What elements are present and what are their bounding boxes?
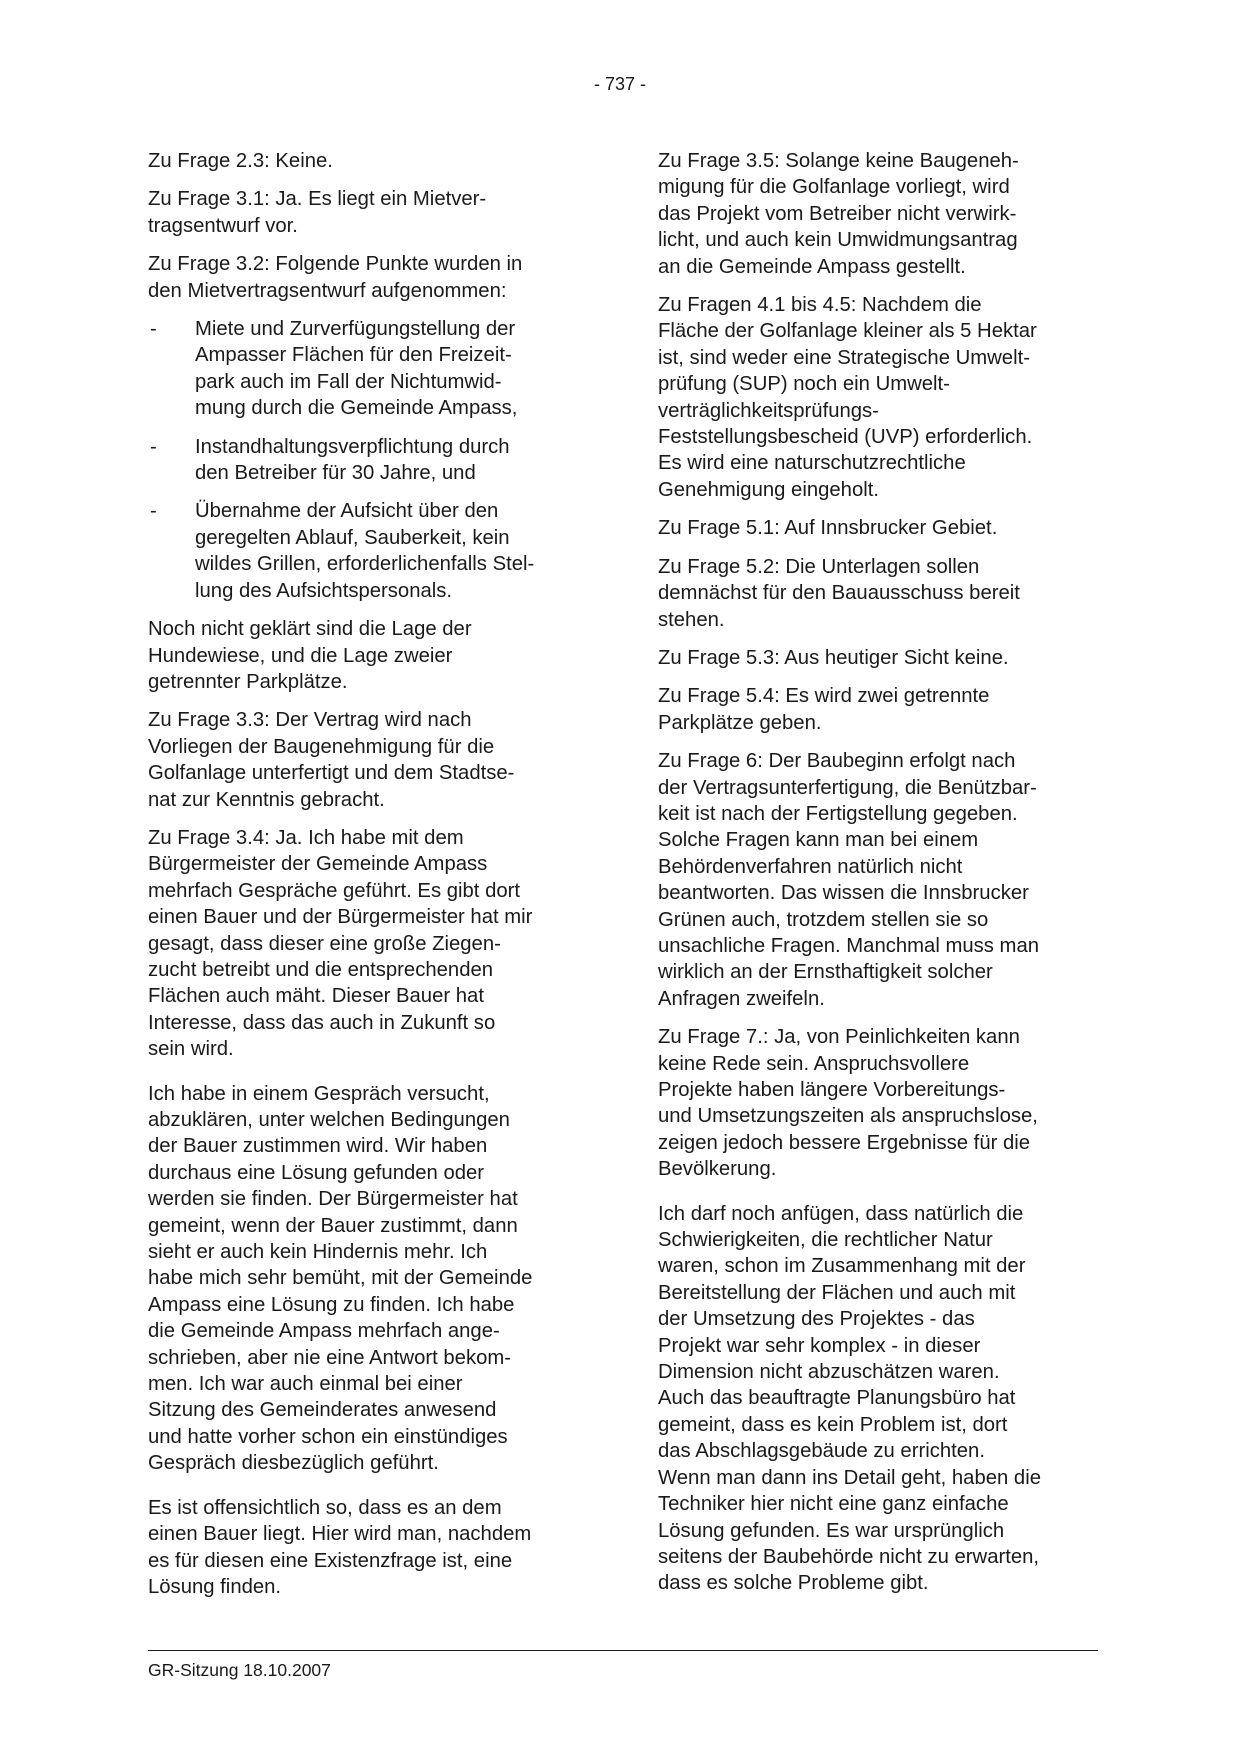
text-line: Techniker hier nicht eine ganz einfache bbox=[658, 1493, 1009, 1516]
text-line: mehrfach Gespräche geführt. Es gibt dort bbox=[148, 879, 521, 902]
text-line: gemeint, wenn der Bauer zustimmt, dann bbox=[148, 1214, 518, 1237]
text-line: Wenn man dann ins Detail geht, haben die bbox=[658, 1466, 1041, 1489]
bullet-text bbox=[195, 316, 584, 422]
text-line: Instandhaltungsverpflichtung durch bbox=[195, 435, 510, 458]
text-line: Zu Frage 5.2: Die Unterlagen sollen bbox=[658, 555, 980, 578]
text-line: Flächen auch mäht. Dieser Bauer hat bbox=[148, 985, 484, 1008]
text-line: verträglichkeitsprüfungs- bbox=[658, 399, 879, 422]
text-line: Zu Frage 5.1: Auf Innsbrucker Gebiet. bbox=[658, 517, 998, 540]
text-line: wirklich an der Ernsthaftigkeit solcher bbox=[658, 961, 993, 984]
paragraph bbox=[658, 148, 1094, 280]
text-line: und hatte vorher schon ein einstündiges bbox=[148, 1425, 508, 1448]
text-line: Projekte haben längere Vorbereitungs- bbox=[658, 1079, 1006, 1101]
text-line: Zu Frage 5.3: Aus heutiger Sicht keine. bbox=[658, 646, 1009, 669]
text-line: Vorliegen der Baugenehmigung für die bbox=[148, 735, 495, 758]
text-line: seitens der Baubehörde nicht zu erwarten, bbox=[658, 1545, 1040, 1568]
text-line: geregelten Ablauf, Sauberkeit, kein bbox=[195, 526, 510, 549]
text-line: Zu Frage 6: Der Baubeginn erfolgt nach bbox=[658, 750, 1016, 773]
text-line: Übernahme der Aufsicht über den bbox=[195, 500, 499, 523]
text-line: park auch im Fall der Nichtumwid- bbox=[195, 370, 502, 393]
text-line: zeigen jedoch bessere Ergebnisse für die bbox=[658, 1131, 1031, 1154]
text-line: die Gemeinde Ampass mehrfach ange- bbox=[148, 1320, 500, 1343]
text-line: zucht betreibt und die entsprechenden bbox=[148, 958, 494, 981]
footer-divider bbox=[148, 1650, 1098, 1651]
text-line: dass es solche Probleme gibt. bbox=[658, 1572, 929, 1595]
text-line: Auch das beauftragte Planungsbüro hat bbox=[658, 1387, 1016, 1410]
text-line: sein wird. bbox=[148, 1038, 234, 1061]
bullet-item bbox=[148, 316, 584, 422]
text-line: wildes Grillen, erforderlichenfalls Stel- bbox=[195, 553, 535, 576]
text-line: Grünen auch, trotzdem stellen sie so bbox=[658, 908, 989, 931]
text-line: Parkplätze geben. bbox=[658, 711, 822, 734]
text-line: ist, sind weder eine Strategische Umwelt- bbox=[658, 346, 1030, 369]
paragraph bbox=[658, 292, 1094, 503]
text-line: Es ist offensichtlich so, dass es an dem bbox=[148, 1496, 502, 1519]
text-line: Zu Frage 7.: Ja, von Peinlichkeiten kann bbox=[658, 1026, 1020, 1049]
text-line: abzuklären, unter welchen Bedingungen bbox=[148, 1109, 510, 1131]
text-line: stehen. bbox=[658, 608, 725, 631]
text-line: Zu Frage 3.5: Solange keine Baugeneh- bbox=[658, 150, 1019, 172]
bullet-dash: - bbox=[150, 500, 157, 523]
text-line: Dimension nicht abzuschätzen waren. bbox=[658, 1361, 1000, 1384]
text-line: schrieben, aber nie eine Antwort bekom- bbox=[148, 1346, 512, 1369]
text-line: Genehmigung eingeholt. bbox=[658, 478, 880, 501]
text-line: Miete und Zurverfügungstellung der bbox=[195, 318, 516, 341]
text-line: Ampass eine Lösung zu finden. Ich habe bbox=[148, 1293, 515, 1316]
text-line: nat zur Kenntnis gebracht. bbox=[148, 788, 385, 811]
text-line: durchaus eine Lösung gefunden oder bbox=[148, 1161, 485, 1184]
text-line: Zu Frage 2.3: Keine. bbox=[148, 150, 333, 172]
text-line: Bereitstellung der Flächen und auch mit bbox=[658, 1281, 1016, 1304]
bullet-dash: - bbox=[150, 435, 157, 458]
text-line: habe mich sehr bemüht, mit der Gemeinde bbox=[148, 1267, 533, 1290]
text-line: waren, schon im Zusammenhang mit der bbox=[658, 1255, 1026, 1278]
text-line: gemeint, dass es kein Problem ist, dort bbox=[658, 1413, 1008, 1436]
text-line: der Vertragsunterfertigung, die Benützbar- bbox=[658, 776, 1037, 799]
text-line: Zu Fragen 4.1 bis 4.5: Nachdem die bbox=[658, 294, 982, 317]
paragraph bbox=[148, 1495, 584, 1601]
page-number: - 737 - bbox=[593, 74, 647, 94]
text-line: migung für die Golfanlage vorliegt, wird bbox=[658, 176, 1010, 199]
right-column bbox=[658, 148, 1094, 1609]
text-line: der Umsetzung des Projektes - das bbox=[658, 1308, 975, 1331]
text-line: einen Bauer liegt. Hier wird man, nachdem bbox=[148, 1523, 532, 1546]
text-line: Solche Fragen kann man bei einem bbox=[658, 829, 979, 852]
text-line: den Betreiber für 30 Jahre, und bbox=[195, 462, 476, 485]
text-line: beantworten. Das wissen die Innsbrucker bbox=[658, 882, 1029, 905]
text-line: Lösung gefunden. Es war ursprünglich bbox=[658, 1519, 1005, 1542]
paragraph bbox=[148, 825, 584, 1063]
text-line: Zu Frage 3.1: Ja. Es liegt ein Mietver- bbox=[148, 188, 487, 211]
text-line: Behördenverfahren natürlich nicht bbox=[658, 855, 963, 878]
paragraph bbox=[658, 1024, 1094, 1182]
text-line: das Abschlagsgebäude zu errichten. bbox=[658, 1440, 985, 1463]
paragraph bbox=[658, 645, 1094, 671]
paragraph bbox=[148, 186, 584, 239]
paragraph bbox=[658, 748, 1094, 1012]
text-line: Gespräch diesbezüglich geführt. bbox=[148, 1452, 439, 1475]
text-line: keine Rede sein. Anspruchsvollere bbox=[658, 1052, 970, 1075]
text-line: Lösung finden. bbox=[148, 1575, 282, 1598]
text-line: Bürgermeister der Gemeinde Ampass bbox=[148, 853, 488, 876]
text-line: an die Gemeinde Ampass gestellt. bbox=[658, 255, 966, 278]
paragraph bbox=[658, 1201, 1094, 1597]
text-line: Projekt war sehr komplex - in dieser bbox=[658, 1334, 981, 1357]
paragraph bbox=[148, 148, 584, 174]
text-line: getrennter Parkplätze. bbox=[148, 670, 348, 693]
paragraph bbox=[148, 616, 584, 695]
bullet-item bbox=[148, 498, 584, 604]
text-line: prüfung (SUP) noch ein Umwelt- bbox=[658, 373, 950, 396]
text-line: Interesse, dass das auch in Zukunft so bbox=[148, 1011, 496, 1034]
text-line: Zu Frage 5.4: Es wird zwei getrennte bbox=[658, 685, 990, 708]
text-line: Schwierigkeiten, die rechtlicher Natur bbox=[658, 1229, 993, 1252]
text-line: tragsentwurf vor. bbox=[148, 214, 298, 237]
text-line: werden sie finden. Der Bürgermeister hat bbox=[148, 1188, 518, 1211]
paragraph bbox=[148, 251, 584, 304]
text-line: Es wird eine naturschutzrechtliche bbox=[658, 452, 966, 475]
paragraph bbox=[658, 515, 1094, 541]
text-line: Ich darf noch anfügen, dass natürlich die bbox=[658, 1202, 1024, 1225]
paragraph bbox=[148, 707, 584, 813]
text-line: mung durch die Gemeinde Ampass, bbox=[195, 397, 518, 420]
paragraph bbox=[148, 1081, 584, 1477]
text-line: Zu Frage 3.3: Der Vertrag wird nach bbox=[148, 709, 472, 732]
text-line: demnächst für den Bauausschuss bereit bbox=[658, 582, 1020, 605]
text-line: der Bauer zustimmen wird. Wir haben bbox=[148, 1135, 488, 1158]
text-line: und Umsetzungszeiten als anspruchslose, bbox=[658, 1105, 1038, 1128]
paragraph bbox=[658, 554, 1094, 633]
text-line: Sitzung des Gemeinderates anwesend bbox=[148, 1399, 497, 1422]
text-line: Ampasser Flächen für den Freizeit- bbox=[195, 344, 512, 367]
bullet-item bbox=[148, 434, 584, 487]
text-line: Feststellungsbescheid (UVP) erforderlich. bbox=[658, 426, 1033, 449]
text-line: licht, und auch kein Umwidmungsantrag bbox=[658, 229, 1018, 252]
text-line: das Projekt vom Betreiber nicht verwirk- bbox=[658, 202, 1017, 225]
text-line: Fläche der Golfanlage kleiner als 5 Hektar bbox=[658, 320, 1037, 343]
text-line: Zu Frage 3.2: Folgende Punkte wurden in bbox=[148, 253, 523, 276]
left-column bbox=[148, 148, 584, 1612]
bullet-dash: - bbox=[150, 318, 157, 341]
text-line: einen Bauer und der Bürgermeister hat mir bbox=[148, 906, 533, 929]
bullet-text bbox=[195, 498, 584, 604]
text-line: Zu Frage 3.4: Ja. Ich habe mit dem bbox=[148, 826, 464, 849]
bullet-text bbox=[195, 434, 584, 487]
text-line: sieht er auch kein Hindernis mehr. Ich bbox=[148, 1241, 488, 1264]
text-line: Anfragen zweifeln. bbox=[658, 987, 825, 1010]
text-line: Hundewiese, und die Lage zweier bbox=[148, 644, 453, 667]
text-line: lung des Aufsichtspersonals. bbox=[195, 579, 453, 602]
text-line: Ich habe in einem Gespräch versucht, bbox=[148, 1082, 490, 1105]
text-line: keit ist nach der Fertigstellung gegeben. bbox=[658, 802, 1018, 825]
text-line: unsachliche Fragen. Manchmal muss man bbox=[658, 934, 1040, 957]
text-line: Noch nicht geklärt sind die Lage der bbox=[148, 618, 472, 641]
paragraph bbox=[658, 683, 1094, 736]
text-line: es für diesen eine Existenzfrage ist, eine bbox=[148, 1549, 513, 1572]
text-line: gesagt, dass dieser eine große Ziegen- bbox=[148, 932, 501, 955]
text-line: men. Ich war auch einmal bei einer bbox=[148, 1373, 463, 1396]
footer-session-date: GR-Sitzung 18.10.2007 bbox=[148, 1660, 331, 1680]
text-line: Bevölkerung. bbox=[658, 1158, 777, 1181]
text-line: Golfanlage unterfertigt und dem Stadtse- bbox=[148, 762, 515, 785]
text-line: den Mietvertragsentwurf aufgenommen: bbox=[148, 279, 507, 302]
